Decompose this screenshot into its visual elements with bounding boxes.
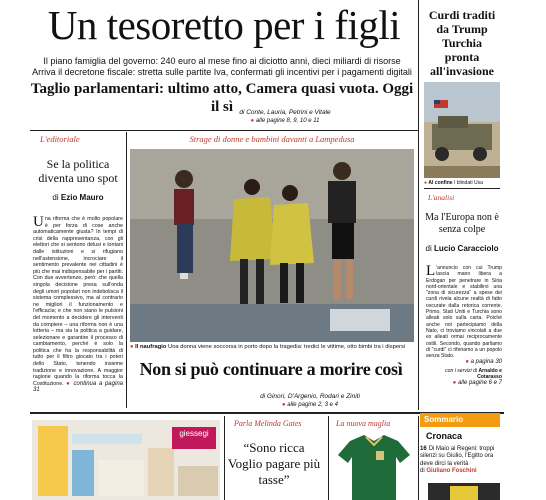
analisi-author [424,244,500,253]
bottom-divider-2 [328,416,329,500]
editorial-continue-text: continua a pagina 31 [33,380,123,394]
editorial-text: na riforma che è molto popolare è per forza di cose anche automaticamente giusta? In tempi di crisi della rappresentanza, con gli elettori che si sentono delusi e lontani dalle istituzioni e si rifugiano nell'astensione, incrociare il sentimento prevalente nei cittadini è più che mai indispensabile per i partiti. Con due avvertenze, però: che quella singola decisione presa sull'onda degli umori popolari non indebolisca il sistema complessivo, ma al contrario ne migliori il funzionamento e l'efficacia; e che non siano le pulsioni del momento a decidere gli interventi da compiere – una riforma non è una lotteria – ma sia la politica a guidare, selezionare e garantire il processo di cambiamento, perché è solo la politica che ha la responsabilità di tutto per il filtro giocato tra i poteri dello Stato, tenendo insieme tradizione e innovazione. A maggior ragione quando la riforma tocca la Costituzione. [33,216,123,387]
sommario-header[interactable]: Sommario [420,413,500,427]
servizi-credit [426,368,502,381]
analisi-continue-text: a pagina 30 [470,359,502,366]
curdi-caption-text: I blindati Usa [453,180,483,186]
cronaca-page-number: 16 [420,446,427,452]
melinda-quote[interactable]: “Sono ricca Voglio pagare più tasse” [227,440,321,487]
editorial-author-name: Ezio Mauro [60,193,104,202]
editorial-title[interactable]: Se la politica diventa uno spot [38,157,118,185]
top-section-divider [30,130,418,131]
bottom-divider-1 [224,416,225,500]
lampedusa-photo[interactable] [130,149,414,342]
curdi-photo[interactable] [424,82,500,178]
curdi-photo-illustration [424,82,500,178]
parliament-authors: di Conte, Lauria, Petrini e Vitale [239,109,331,116]
servizi-authors: Arnaldo e Cotarasso [477,367,502,381]
analisi-text: 'annuncio con cui Trump lascia mano libera a Erdogan per penetrare in Siria nord-orientale e stabilirvi una "zona di sicurezza" a spese dei curdi rivela alcune realtà di fatto oscurate dalla retorica corrente. Primo, Stati Uniti e Turchia sono alleati solo sulla carta. Poiché anche noi partecipiamo della Nato, ci troviamo vincolati a due ex alleati ormai reciprocamente ostili. Secondo, quando parliamo di "curdi" ci riferiamo a un popolo senza Stato. [426,265,502,360]
cronaca-section[interactable]: Cronaca [426,431,463,441]
main-subhead [30,56,414,78]
curdi-photo-caption [424,180,500,186]
photo-kicker: Strage di donne e bambini davanti a Lampedusa [189,134,355,144]
analisi-body [426,265,502,387]
lampedusa-photo-illustration [130,149,414,342]
analisi-author-name: Lucio Caracciolo [434,244,499,253]
photo-caption-bullet: ● [130,344,134,350]
curdi-caption-bullet: ● [424,180,428,186]
right-column-divider [418,0,419,410]
editorial-author-prefix: di [52,193,59,202]
cronaca-author-prefix: di [420,468,425,475]
lampedusa-authors: di Ginori, D'Argenio, Rodari e Ziniti [260,393,360,400]
photo-caption-text: Una donna viene soccorsa in porto dopo la tragedia: tredici le vittime, otto bimbi tra i dispersi [168,344,406,350]
subhead-line-2: Arriva il decretone fiscale: stretta sulle partite Iva, confermati gli incentivi per i pagamenti digitali [32,67,412,77]
melinda-tag: Parla Melinda Gates [234,419,302,428]
cronaca-thumbnail[interactable] [428,483,500,500]
jersey-illustration [332,433,416,500]
photo-caption [130,344,414,351]
lampedusa-pages-text: alle pagine 2, 3 e 4 [287,402,338,408]
servizi-pages[interactable]: ● alle pagine 6 e 7 [452,380,502,387]
subhead-line-1: Il piano famiglia del governo: 240 euro al mese fino ai diciotto anni, dieci miliardi di risorse [43,56,401,66]
cronaca-item[interactable] [420,446,504,476]
parliament-headline[interactable]: Taglio parlamentari: ultimo atto, Camera quasi vuota. Oggi il sì [30,81,414,115]
bottom-divider-3 [418,416,419,500]
italy-jersey-image[interactable] [332,433,416,500]
lampedusa-headline[interactable]: Non si può continuare a morire così [139,359,403,379]
servizi-label: con i servizi di [445,367,478,374]
cronaca-author [420,468,504,475]
analisi-title[interactable]: Ma l'Europa non è senza colpe [425,212,499,235]
cronaca-thumbnail-illustration [428,483,500,500]
photo-caption-bold: Il naufragio [135,344,167,350]
editorial-author [36,193,120,202]
analisi-continue[interactable]: ● a pagina 30 [465,359,502,366]
editorial-dropcap: U [33,214,44,230]
curdi-headline[interactable]: Curdi traditi da Trump Turchia pronta all'invasione [428,8,496,78]
curdi-caption-bold: Al confine [428,180,453,186]
servizi-pages-text: alle pagine 6 e 7 [457,380,502,387]
editorial-body [33,216,123,394]
lampedusa-byline [210,393,410,409]
parliament-byline [160,109,410,125]
cronaca-text: Di Maio ai Regeni: troppi silenzi su Giulio, l'Egitto ora deve dirci la verità [420,446,495,467]
cronaca-author-name: Giuliano Foschini [426,468,477,475]
analisi-tag: L'analisi [428,193,455,202]
analisi-author-prefix: di [425,244,432,253]
right-photo-divider [424,188,500,189]
lampedusa-pages: ● alle pagine 2, 3 e 4 [281,402,338,408]
parliament-pages: ● alle pagine 8, 9, 10 e 11 [250,118,320,124]
editorial-tag: L'editoriale [40,134,80,144]
maglia-tag: La nuova maglia [336,419,391,428]
giessegi-logo[interactable]: giessegi [172,427,216,449]
parliament-pages-text: alle pagine 8, 9, 10 e 11 [255,118,320,124]
main-headline[interactable]: Un tesoretto per i figli [47,2,401,48]
editorial-continue[interactable]: ● continua a pagina 31 [33,380,123,394]
analisi-dropcap: L [426,263,436,279]
